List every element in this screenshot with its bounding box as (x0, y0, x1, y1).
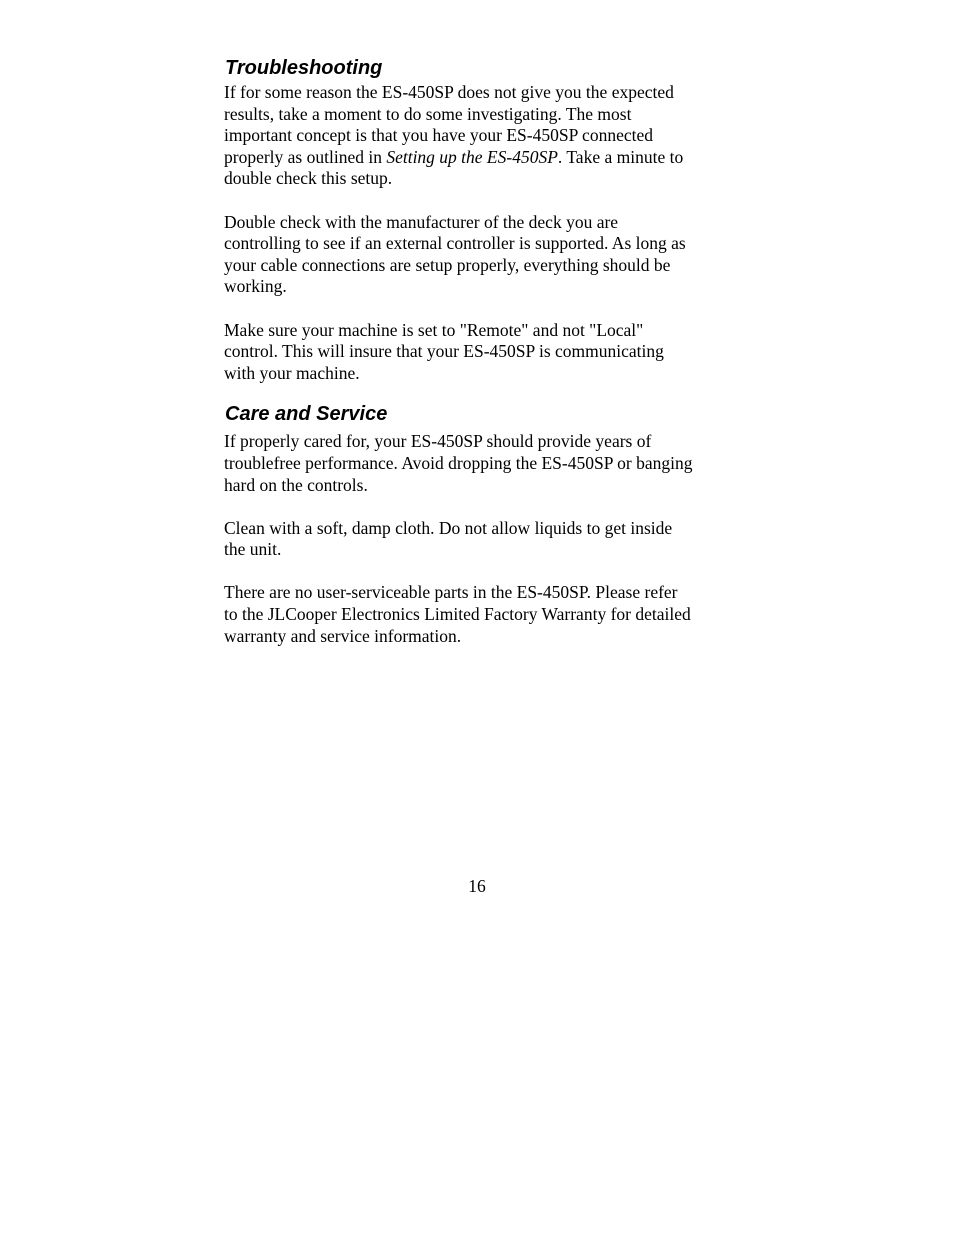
care-paragraph-3: There are no user-serviceable parts in the ES-450SP. Please refer to the JLCooper Electronics Limited Factory Warranty for detailed warranty and service information. (224, 582, 691, 646)
page-content (224, 56, 734, 647)
troubleshooting-paragraph-2: Double check with the manufacturer of the deck you are controlling to see if an external controller is supported. As long as your cable connections are setup properly, everything should be working. (224, 211, 686, 297)
troubleshooting-paragraph-1 (224, 82, 734, 190)
troubleshooting-paragraph-1-end: . Take a minute to double check this setup. (224, 146, 684, 189)
setup-section-reference: Setting up the ES-450SP (386, 146, 558, 167)
page-number: 16 (468, 876, 486, 896)
troubleshooting-paragraph-3: Make sure your machine is set to "Remote" and not "Local" control. This will insure that your ES-450SP is communicating with your machine. (224, 319, 664, 383)
care-and-service-heading: Care and Service (225, 403, 388, 426)
care-paragraph-1: If properly cared for, your ES-450SP should provide years of troublefree performance. Avoid dropping the ES-450SP or banging hard on the controls. (224, 431, 693, 495)
care-paragraph-2: Clean with a soft, damp cloth. Do not allow liquids to get inside the unit. (224, 517, 673, 560)
troubleshooting-paragraph-1-start: If for some reason the ES-450SP does not give you the expected results, take a moment to do some investigating. The most important concept is that you have your ES-450SP connected properly as outlined in (224, 82, 674, 167)
troubleshooting-heading: Troubleshooting (225, 57, 383, 79)
